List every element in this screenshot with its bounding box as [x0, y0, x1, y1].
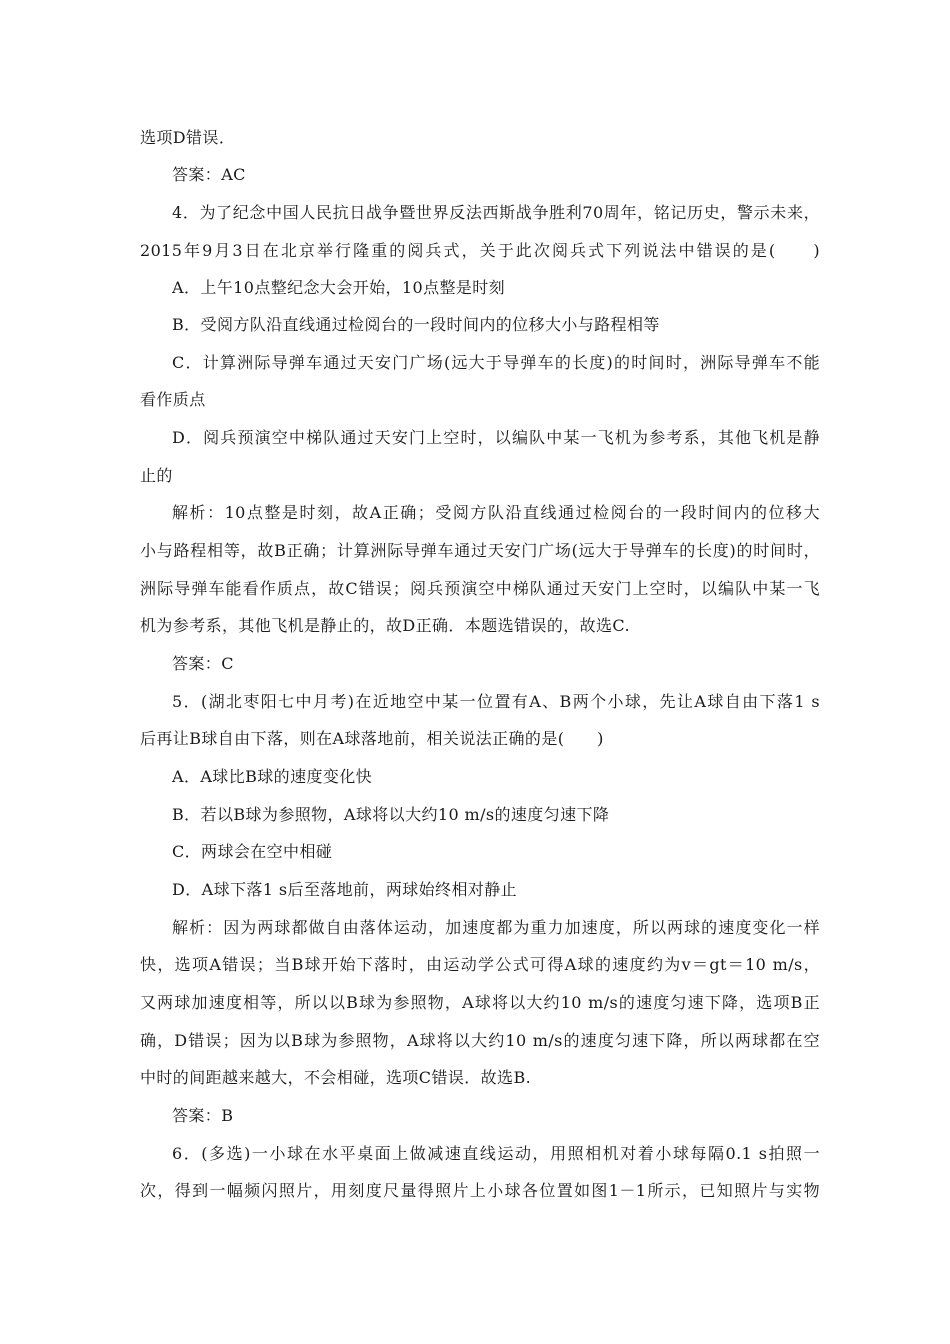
- answer-line: 答案：AC: [172, 165, 246, 184]
- analysis-line: 洲际导弹车能看作质点，故C错误；阅兵预演空中梯队通过天安门上空时，以编队中某一飞: [140, 579, 820, 598]
- question-line: 6．(多选)一小球在水平桌面上做减速直线运动，用照相机对着小球每隔0.1 s拍照一: [172, 1144, 820, 1163]
- analysis-line: 又两球加速度相等，所以以B球为参照物，A球将以大约10 m/s的速度匀速下降，选项B正: [140, 993, 820, 1012]
- option-line: B．若以B球为参照物，A球将以大约10 m/s的速度匀速下降: [172, 805, 610, 824]
- analysis-line: 确，D错误；因为以B球为参照物，A球将以大约10 m/s的速度匀速下降，所以两球都在空: [140, 1031, 820, 1050]
- question-line: 2015年9月3日在北京举行隆重的阅兵式，关于此次阅兵式下列说法中错误的是( ): [140, 241, 820, 260]
- text-line: 选项D错误．: [140, 128, 236, 147]
- option-line: C．两球会在空中相碰: [172, 842, 333, 861]
- option-line: D．A球下落1 s后至落地前，两球始终相对静止: [172, 880, 518, 899]
- option-line: 止的: [140, 466, 173, 485]
- question-line: 5．(湖北枣阳七中月考)在近地空中某一位置有A、B两个小球，先让A球自由下落1 s: [172, 692, 820, 711]
- option-line: D．阅兵预演空中梯队通过天安门上空时，以编队中某一飞机为参考系，其他飞机是静: [172, 428, 820, 447]
- question-line: 4．为了纪念中国人民抗日战争暨世界反法西斯战争胜利70周年，铭记历史，警示未来，: [172, 203, 820, 222]
- analysis-line: 解析：10点整是时刻，故A正确；受阅方队沿直线通过检阅台的一段时间内的位移大: [172, 503, 820, 522]
- option-line: C．计算洲际导弹车通过天安门广场(远大于导弹车的长度)的时间时，洲际导弹车不能: [172, 353, 820, 372]
- analysis-line: 机为参考系，其他飞机是静止的，故D正确．本题选错误的，故选C.: [140, 616, 630, 635]
- answer-line: 答案：B: [172, 1106, 234, 1125]
- analysis-line: 中时的间距越来越大，不会相碰，选项C错误．故选B.: [140, 1068, 532, 1087]
- question-line: 次，得到一幅频闪照片，用刻度尺量得照片上小球各位置如图1－1所示，已知照片与实物: [140, 1181, 820, 1200]
- option-line: A．A球比B球的速度变化快: [172, 767, 373, 786]
- analysis-line: 快，选项A错误；当B球开始下落时，由运动学公式可得A球的速度约为v＝gt＝10 m/s，: [140, 955, 820, 974]
- option-line: B．受阅方队沿直线通过检阅台的一段时间内的位移大小与路程相等: [172, 315, 660, 334]
- option-line: 看作质点: [140, 390, 206, 409]
- answer-line: 答案：C: [172, 654, 234, 673]
- option-line: A．上午10点整纪念大会开始，10点整是时刻: [172, 278, 506, 297]
- analysis-line: 解析：因为两球都做自由落体运动，加速度都为重力加速度，所以两球的速度变化一样: [172, 918, 820, 937]
- question-line: 后再让B球自由下落，则在A球落地前，相关说法正确的是( ): [140, 729, 604, 748]
- analysis-line: 小与路程相等，故B正确；计算洲际导弹车通过天安门广场(远大于导弹车的长度)的时间时，: [140, 541, 820, 560]
